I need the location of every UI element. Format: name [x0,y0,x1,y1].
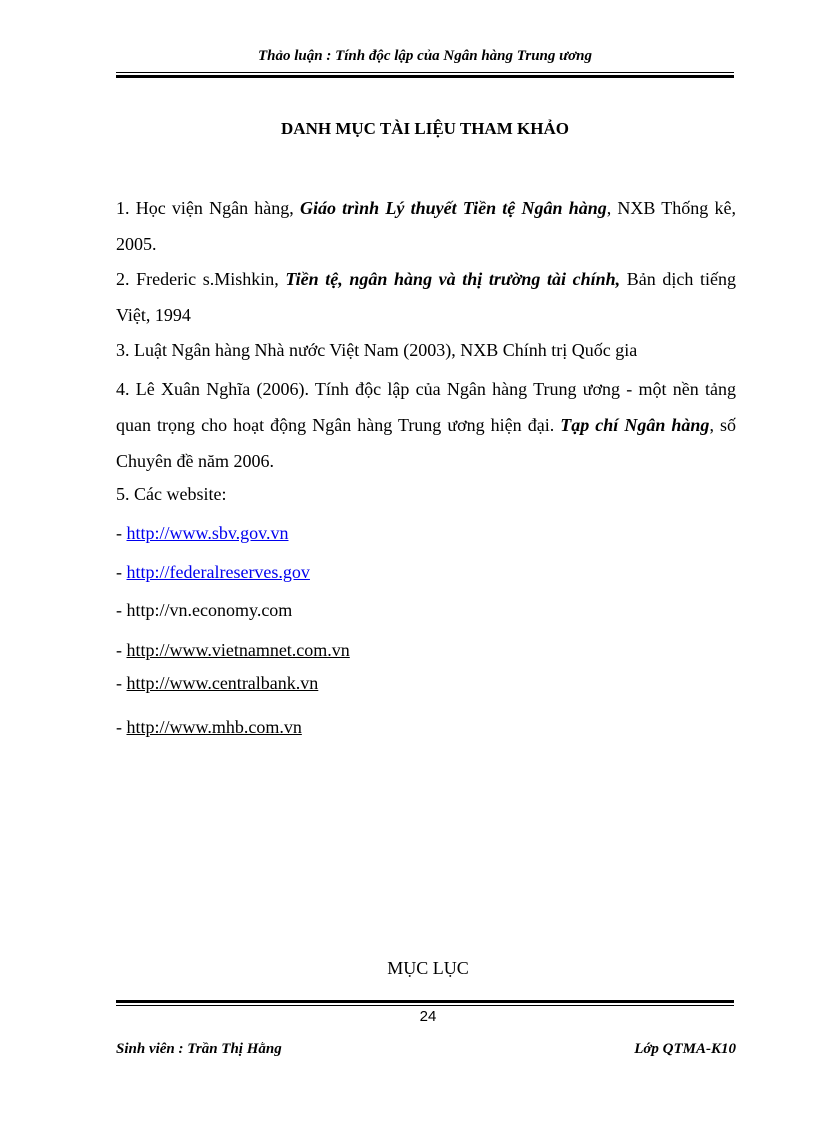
website-item-5 [116,671,318,695]
page-number: 24 [419,1008,437,1025]
footer-student-name: Sinh viên : Trần Thị Hằng [116,1041,282,1057]
website-item-3 [116,598,292,622]
reference-item-4 [116,371,736,479]
header-rule-thick [116,75,734,78]
footer-class-name: Lớp QTMA-K10 [634,1041,736,1057]
reference-4-title: Tạp chí Ngân hàng [560,415,710,435]
reference-item-2 [116,261,736,333]
reference-2-title: Tiền tệ, ngân hàng và thị trường tài chính, [285,269,621,289]
website-item-4 [116,638,350,662]
website-item-1 [116,521,289,545]
reference-4-suffix: , số Chuyên đề năm 2006. [116,415,736,471]
reference-item-1 [116,190,736,262]
section-title: DANH MỤC TÀI LIỆU THAM KHẢO [281,119,569,138]
reference-5-text: 5. Các website: [116,484,227,504]
website-link-sbv[interactable]: http://www.sbv.gov.vn [126,523,289,543]
page-header-title: Thảo luận : Tính độc lập của Ngân hàng Trung ương [257,48,593,64]
footer-rule-thick [116,1000,734,1003]
website-text-economy: http://vn.economy.com [126,600,293,620]
reference-3-text: 3. Luật Ngân hàng Nhà nước Việt Nam (2003), NXB Chính trị Quốc gia [116,340,638,360]
website-dash: - [116,523,127,543]
header-rule-thin [116,72,734,73]
website-link-mhb[interactable]: http://www.mhb.com.vn [126,717,302,737]
website-link-vietnamnet[interactable]: http://www.vietnamnet.com.vn [126,640,350,660]
reference-item-5 [116,476,736,512]
website-dash: - [116,562,127,582]
reference-item-3 [116,332,736,368]
reference-2-prefix: 2. Frederic s.Mishkin, [116,269,286,289]
website-item-2 [116,560,310,584]
website-link-federalreserves[interactable]: http://federalreserves.gov [126,562,310,582]
reference-2-suffix: Bản dịch tiếng Việt, 1994 [116,269,736,325]
website-link-centralbank[interactable]: http://www.centralbank.vn [126,673,319,693]
website-dash: - [116,717,127,737]
table-of-contents-heading: MỤC LỤC [387,958,469,978]
website-dash: - [116,600,127,620]
footer-rule-thin [116,1005,734,1006]
reference-4-prefix: 4. Lê Xuân Nghĩa (2006). Tính độc lập của Ngân hàng Trung ương - một nền tảng quan trọng cho hoạt động Ngân hàng Trung ương hiện đại. [116,379,736,435]
reference-1-title: Giáo trình Lý thuyết Tiền tệ Ngân hàng [299,198,607,218]
website-dash: - [116,640,127,660]
website-item-6 [116,715,302,739]
reference-1-suffix: , NXB Thống kê, 2005. [116,198,736,254]
website-dash: - [116,673,127,693]
reference-1-prefix: 1. Học viện Ngân hàng, [116,198,300,218]
